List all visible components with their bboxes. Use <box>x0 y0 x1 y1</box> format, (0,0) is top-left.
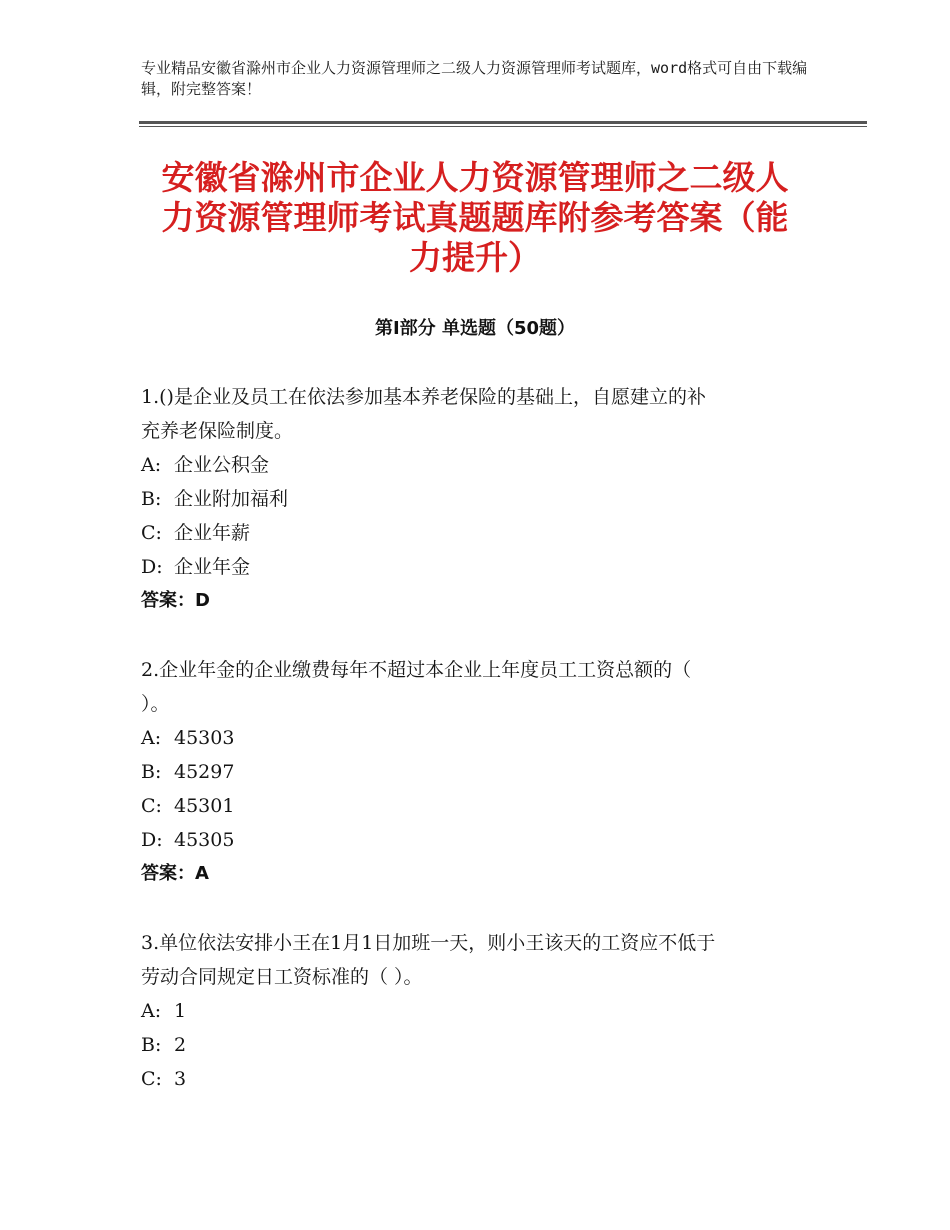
option-key: B: <box>141 1034 162 1056</box>
option-text: 企业公积金 <box>174 454 270 476</box>
stem-line: 3.单位依法安排小王在1月1日加班一天，则小王该天的工资应不低于 <box>141 932 716 954</box>
header-note: 专业精品安徽省滁州市企业人力资源管理师之二级人力资源管理师考试题库，word格式可自由下载编辑，附完整答案！ <box>141 59 808 98</box>
option-a <box>141 994 821 1028</box>
stem-line: 劳动合同规定日工资标准的（ ）。 <box>141 966 423 988</box>
option-b <box>141 755 821 789</box>
stem-line: 充养老保险制度。 <box>141 420 294 442</box>
option-c <box>141 789 821 823</box>
option-key: A: <box>141 727 162 749</box>
option-text: 3 <box>174 1068 187 1090</box>
option-text: 1 <box>174 1000 187 1022</box>
answer: 答案：A <box>141 863 209 884</box>
option-key: B: <box>141 488 162 510</box>
option-text: 45305 <box>174 829 235 851</box>
title-line: 力资源管理师考试真题题库附参考答案（能 <box>161 198 789 237</box>
option-c <box>141 516 821 550</box>
answer: 答案：D <box>141 590 210 611</box>
question-2 <box>141 653 821 891</box>
option-a <box>141 721 821 755</box>
title-line: 力提升） <box>409 238 541 277</box>
option-key: C: <box>141 795 162 817</box>
option-text: 45303 <box>174 727 235 749</box>
option-key: B: <box>141 761 162 783</box>
option-key: A: <box>141 1000 162 1022</box>
section-title: 第Ⅰ部分 单选题（50题） <box>374 318 575 339</box>
header-divider-thin <box>139 126 867 127</box>
option-key: A: <box>141 454 162 476</box>
option-d <box>141 550 821 584</box>
option-b <box>141 1028 821 1062</box>
title-line: 安徽省滁州市企业人力资源管理师之二级人 <box>161 158 789 197</box>
option-c <box>141 1062 821 1096</box>
question-1 <box>141 380 821 618</box>
option-key: C: <box>141 522 162 544</box>
question-stem <box>141 380 821 448</box>
option-key: D: <box>141 829 163 851</box>
question-stem <box>141 926 821 994</box>
header-divider-thick <box>139 121 867 124</box>
option-a <box>141 448 821 482</box>
option-text: 45297 <box>174 761 235 783</box>
option-text: 企业年金 <box>174 556 251 578</box>
option-text: 2 <box>174 1034 187 1056</box>
stem-line: 2.企业年金的企业缴费每年不超过本企业上年度员工工资总额的（ <box>141 659 692 681</box>
option-key: D: <box>141 556 163 578</box>
question-stem <box>141 653 821 721</box>
document-title <box>140 158 810 278</box>
stem-line: ）。 <box>141 693 170 715</box>
option-b <box>141 482 821 516</box>
option-text: 企业附加福利 <box>174 488 289 510</box>
option-d <box>141 823 821 857</box>
option-text: 企业年薪 <box>174 522 251 544</box>
option-text: 45301 <box>174 795 235 817</box>
question-3 <box>141 926 821 1096</box>
stem-line: 1.()是企业及员工在依法参加基本养老保险的基础上，自愿建立的补 <box>141 386 706 408</box>
option-key: C: <box>141 1068 162 1090</box>
